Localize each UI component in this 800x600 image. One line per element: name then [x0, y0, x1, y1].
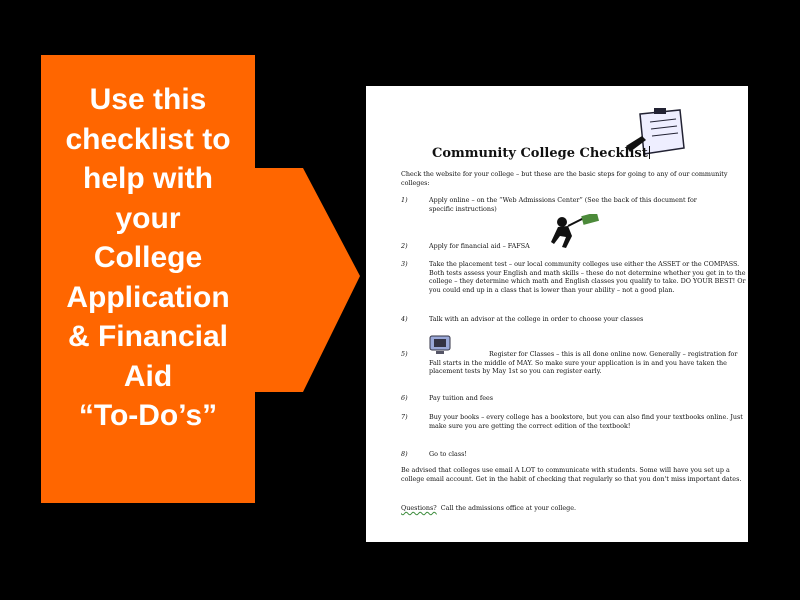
callout-line: Application	[66, 280, 230, 314]
callout-text	[44, 80, 252, 436]
callout-line: “To-Do’s”	[78, 399, 218, 432]
callout-line: your	[115, 201, 181, 235]
email-note: Be advised that colleges use email A LOT to communicate with students. Some will have you set up a college email account. Get in the habit of checking that regularly so that you don't miss important dates.	[401, 466, 742, 483]
intro-text: Check the website for your college – but these are the basic steps for going to any of our community colleges:	[401, 170, 728, 187]
callout-line: & Financial	[67, 320, 229, 353]
checklist-document: Community College Checklist Check the website for your college – but these are the basic steps for going to any of our community colleges: 1) Apply online – on the “Web Admissions Center” (See the back of this document for specific instructions) 2) Apply for financial aid – FAFSA 3) Take the placement test – our local community colleges use either the ASSET or the COMPASS. Both tests assess your English and math skills – these do not determine whether you get in to the college – they determine which math and English classes you qualify to take. DO YOUR BEST! Or you could end up in a class that is lower than your ability – not a good plan. 4) Talk with an advisor at the college in order to choose your classes 5) Register for Classes – this is all done online now. Generally – registration for Fall starts in the middle of MAY. So make sure your application is in and you have taken the placement tests by May 1st so you can register early. 6) Pay tuition and fees 7) Buy your books – every college has a bookstore, but you can also find your textbooks online. Just make sure you are getting the correct edition of the textbook! 8) Go to class! Be advised that colleges use email A LOT to communicate with students. Some will have you set up a college email account. Get in the habit of checking that regularly so that you don't miss important dates. Questions? Call the admissions office at your college.	[366, 86, 748, 542]
questions-label: Questions?	[401, 504, 437, 512]
questions-text: Call the admissions office at your college.	[440, 504, 577, 512]
callout-line: Aid	[123, 359, 173, 393]
document-title: Community College Checklist	[432, 146, 648, 161]
callout-line: Use this	[89, 83, 207, 116]
callout-line: College	[93, 241, 203, 274]
questions-line	[401, 504, 746, 513]
callout-line: checklist to	[65, 122, 231, 156]
callout-line: help with	[83, 162, 213, 195]
